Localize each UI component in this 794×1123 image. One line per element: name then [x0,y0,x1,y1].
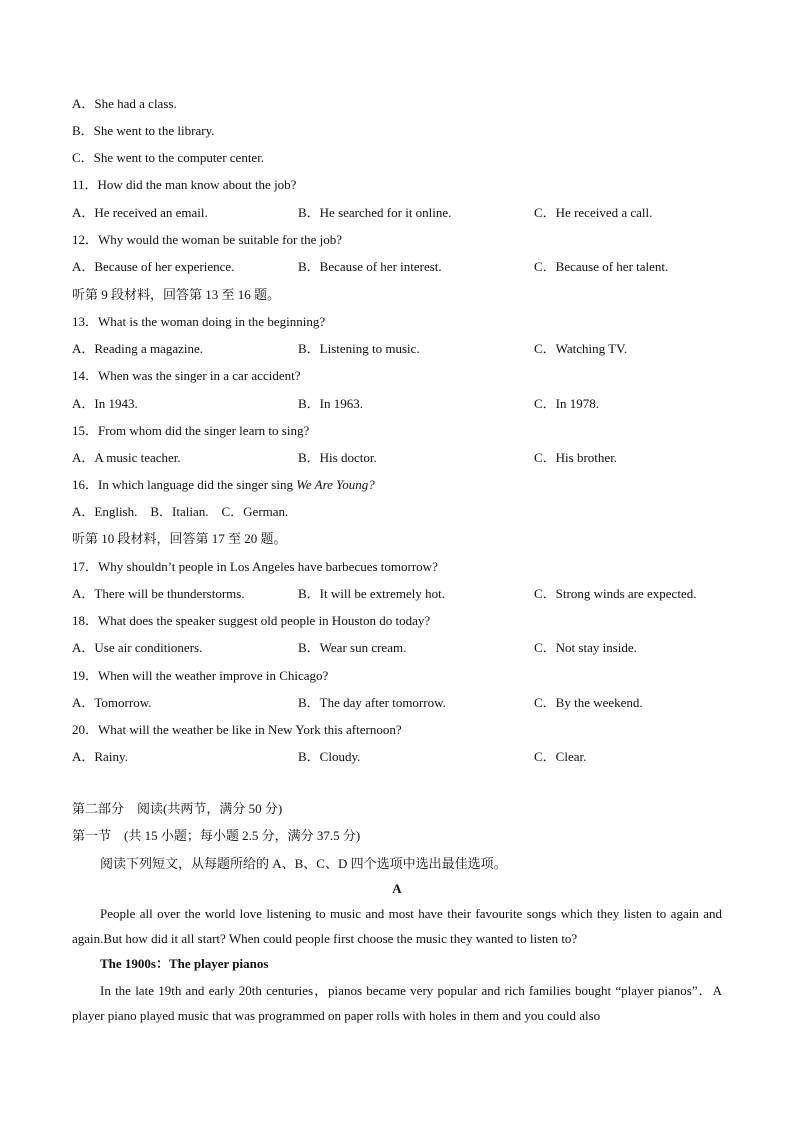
question-12-stem: 12．Why would the woman be suitable for the job? [72,232,343,247]
question-20-option-b: B．Cloudy. [298,749,361,764]
question-13-option-a: A．Reading a magazine. [72,341,204,356]
question-12-option-c: C．Because of her talent. [534,259,669,274]
question-11-stem: 11．How did the man know about the job? [72,177,297,192]
song-title: We Are Young? [296,477,375,492]
question-13-option-c: C．Watching TV. [534,341,628,356]
question-13-option-b: B．Listening to music. [298,341,420,356]
question-12-option-a: A．Because of her experience. [72,259,235,274]
question-18-option-a: A．Use air conditioners. [72,640,203,655]
question-20-stem: 20．What will the weather be like in New York this afternoon? [72,722,402,737]
question-19-option-b: B．The day after tomorrow. [298,695,446,710]
part-2-title: 第二部分 阅读(共两节，满分 50 分) [72,801,283,816]
question-11-option-c: C．He received a call. [534,205,653,220]
question-14-option-b: B．In 1963. [298,396,364,411]
question-20-option-a: A．Rainy. [72,749,128,764]
question-16-stem [72,476,375,494]
question-17-option-c: C．Strong winds are expected. [534,586,697,601]
question-14-stem: 14．When was the singer in a car accident? [72,368,301,383]
reading-instruction: 阅读下列短文，从每题所给的 A、B、C、D 四个选项中选出最佳选项。 [100,856,507,871]
question-15-stem: 15．From whom did the singer learn to sing? [72,423,310,438]
passage-paragraph-2: In the late 19th and early 20th centuries，pianos became very popular and rich families bought “player pianos”．A player piano played music that was programmed on paper rolls with holes in them and you could also [72,983,722,1023]
question-14-option-a: A．In 1943. [72,396,138,411]
q10-option-c: C．She went to the computer center. [72,150,265,165]
question-17-stem: 17．Why shouldn’t people in Los Angeles have barbecues tomorrow? [72,559,438,574]
question-17-option-a: A．There will be thunderstorms. [72,586,245,601]
question-11-option-a: A．He received an email. [72,205,208,220]
section-1-title: 第一节 (共 15 小题；每小题 2.5 分，满分 37.5 分) [72,828,361,843]
material-10-instruction: 听第 10 段材料，回答第 17 至 20 题。 [72,531,287,546]
material-9-instruction: 听第 9 段材料，回答第 13 至 16 题。 [72,287,281,302]
passage-label: A [392,881,402,896]
question-14-option-c: C．In 1978. [534,396,600,411]
passage-subheading: The 1900s：The player pianos [100,956,269,971]
question-15-option-c: C．His brother. [534,450,618,465]
question-16-stem-text: 16．In which language did the singer sing [72,477,297,492]
question-12-option-b: B．Because of her interest. [298,259,442,274]
question-18-stem: 18．What does the speaker suggest old people in Houston do today? [72,613,431,628]
question-15-option-b: B．His doctor. [298,450,377,465]
question-13-stem: 13．What is the woman doing in the beginning? [72,314,326,329]
question-19-option-c: C．By the weekend. [534,695,643,710]
question-17-option-b: B．It will be extremely hot. [298,586,445,601]
question-18-option-b: B．Wear sun cream. [298,640,407,655]
question-19-stem: 19．When will the weather improve in Chicago? [72,668,329,683]
question-19-option-a: A．Tomorrow. [72,695,152,710]
q10-option-a: A．She had a class. [72,96,177,111]
question-18-option-c: C．Not stay inside. [534,640,637,655]
q10-option-b: B．She went to the library. [72,123,215,138]
question-11-option-b: B．He searched for it online. [298,205,452,220]
question-20-option-c: C．Clear. [534,749,587,764]
question-15-option-a: A．A music teacher. [72,450,181,465]
question-16-options: A．English. B．Italian. C．German. [72,504,289,519]
passage-paragraph-1: People all over the world love listening to music and most have their favourite songs which they listen to again and again.But how did it all start? When could people first choose the music they wanted to listen to? [72,906,722,946]
